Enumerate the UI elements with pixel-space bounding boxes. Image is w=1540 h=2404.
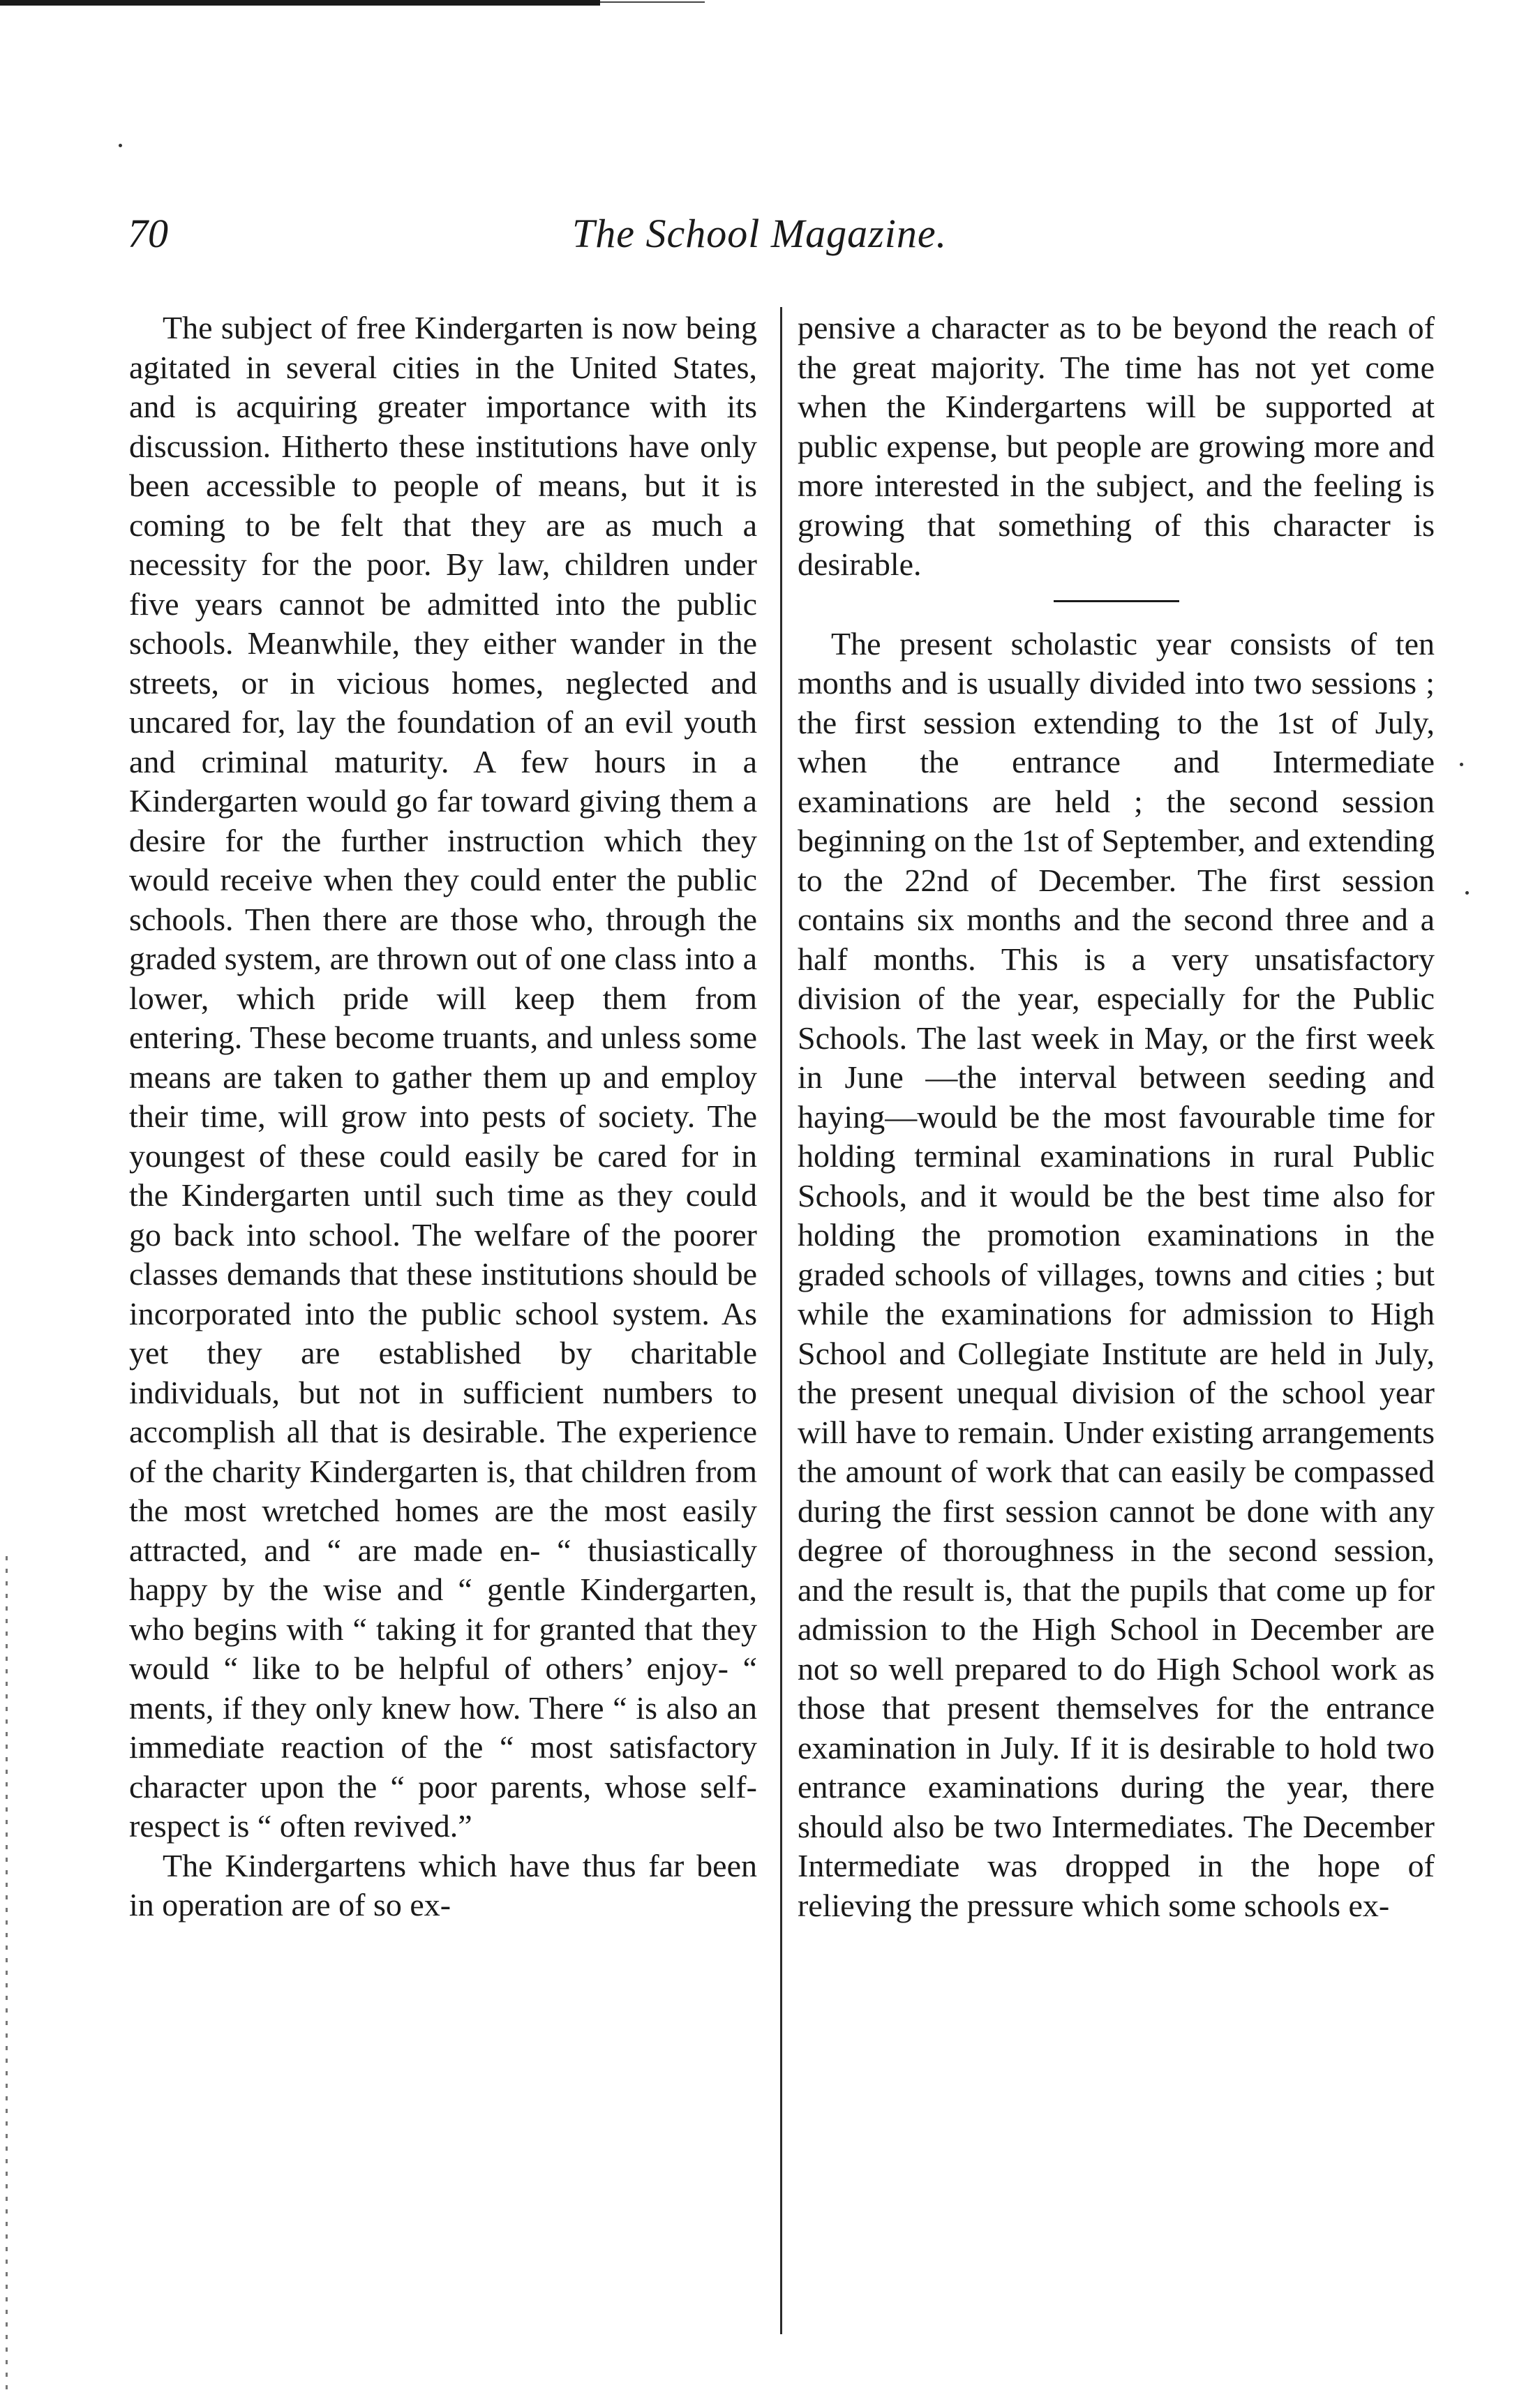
scan-edge-marks — [6, 1556, 8, 2394]
scholastic-year-paragraph: The present scholastic year consists of ten months and is usually divided into two sessions ; the first session extending to the 1st of July, when the entrance and Intermediate examinations are held ; the second session beginning on the 1st of September, and extending to the 22nd of December. The first session contains six months and the second three and a half months. This is a very unsatisfactory division of the year, especially for the Public Schools. The last week in May, or the first week in June —the interval between seeding and haying—would be the most favourable time for holding terminal examinations in rural Public Schools, and it would be the best time also for holding the promotion examinations in the graded schools of villages, towns and cities ; but while the examinations for admission to High School and Collegiate Institute are held in July, the present unequal division of the school year will have to remain. Under existing arrangements the amount of work that can easily be compassed during the first session cannot be done with any degree of thoroughness in the second session, and the result is, that the pupils that come up for admission to the High School in December are not so well prepared to do High School work as those that present themselves for the entrance examination in July. If it is desirable to hold two entrance examinations during the year, there should also be two Intermediates. The December Intermediate was dropped in the hope of relieving the pressure which some schools ex- — [798, 625, 1435, 1923]
top-border-rule-thin — [600, 1, 705, 3]
running-title: The School Magazine. — [572, 211, 948, 256]
top-border-rule — [0, 0, 600, 6]
column-divider — [780, 307, 782, 2334]
section-divider — [1054, 600, 1179, 602]
print-speck — [119, 144, 122, 147]
left-column — [129, 308, 757, 1925]
print-speck — [1465, 891, 1469, 895]
continued-paragraph: pensive a character as to be beyond the reach of the great majority. The time has not yet come when the Kindergartens will be supported at public expense, but people are growing more and more interested in the subject, and the feeling is growing that something of this character is desirable. — [798, 310, 1435, 582]
print-speck — [1460, 763, 1463, 766]
page-number: 70 — [128, 211, 168, 256]
kindergarten-expense-paragraph: The Kindergartens which have thus far been in operation are of so ex- — [129, 1847, 757, 1923]
kindergarten-paragraph: The subject of free Kindergarten is now being agitated in several cities in the United States, and is acquiring greater importance with its discussion. Hitherto these institutions have only been accessible to people of means, but it is coming to be felt that they are as much a necessity for the poor. By law, children under five years cannot be admitted into the public schools. Meanwhile, they either wander in the streets, or in vicious homes, neglected and uncared for, lay the foundation of an evil youth and criminal maturity. A few hours in a Kindergarten would go far toward giving them a desire for the further instruction which they would receive when they could enter the public schools. Then there are those who, through the graded system, are thrown out of one class into a lower, which pride will keep them from entering. These become truants, and unless some means are taken to gather them up and employ their time, will grow into pests of society. The youngest of these could easily be cared for in the Kindergarten until such time as they could go back into school. The welfare of the poorer classes demands that these institutions should be incorporated into the public school system. As yet they are established by charitable individuals, but not in sufficient numbers to accomplish all that is desirable. The experience of the charity Kindergarten is, that children from the most wretched homes are the most easily attracted, and “ are made en- “ thusiastically happy by the wise and “ gentle Kindergarten, who begins with “ taking it for granted that they would “ like to be helpful of others’ enjoy- “ ments, if they only knew how. There “ is also an immediate reaction of the “ most satisfactory character upon the “ poor parents, whose self-respect is “ often revived.” — [129, 310, 757, 1844]
right-column — [798, 308, 1435, 1925]
